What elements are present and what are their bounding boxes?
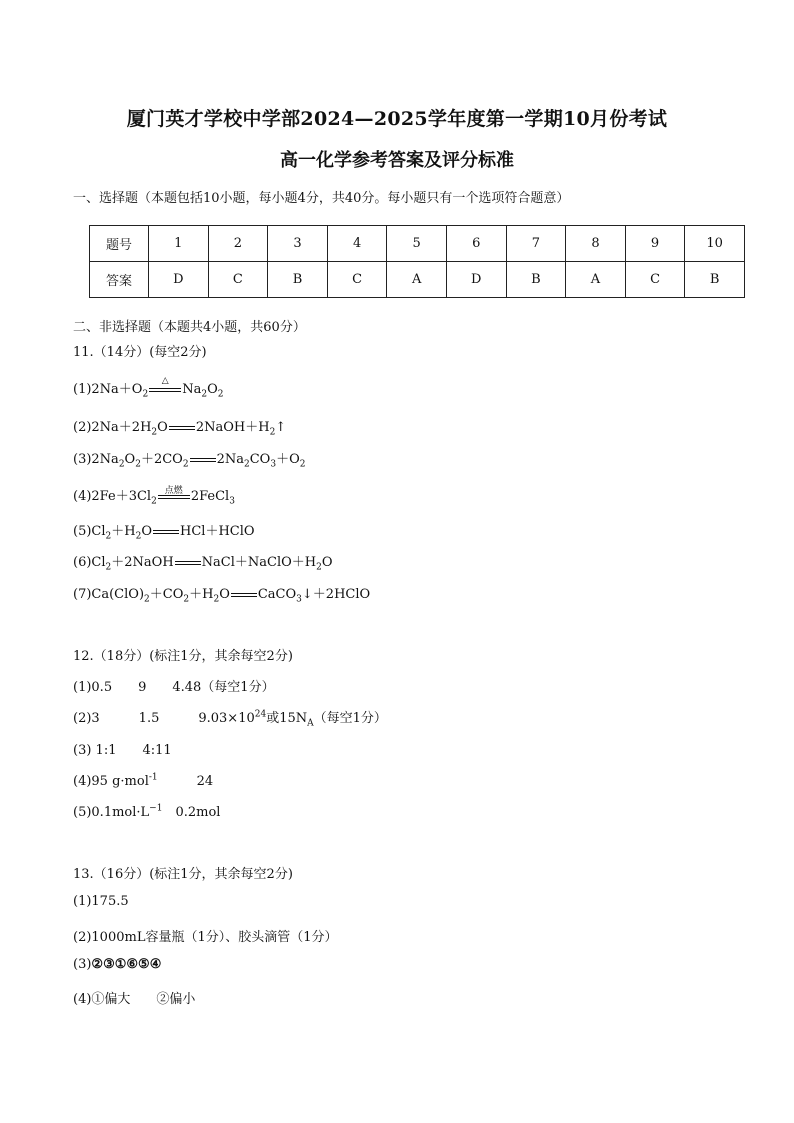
eq-text: Na: [182, 382, 202, 397]
answer-table: [89, 225, 745, 298]
eq-text: O: [141, 524, 153, 539]
table-cell: 题号: [90, 226, 149, 262]
table-cell: A: [566, 262, 626, 298]
eq-text: O: [219, 587, 230, 602]
q11-answer-2: $(2)2Na+2H_2O$ $2NaOH+H_2↑$: [73, 420, 287, 438]
q11-answer-4: $(4)2Fe+3Cl_2$ 点燃 2FeCl$_3$: [73, 485, 235, 504]
section1-heading: 一、选择题（本题包括10小题，每小题4分，共40分。每小题只有一个选项符合题意）: [73, 191, 570, 206]
table-cell: 3: [268, 226, 328, 262]
q11-answer-3: $(3)2Na_2O_2+2CO_2$ $2Na_2CO_3+O_2$: [73, 452, 306, 470]
subscript: A: [307, 718, 314, 729]
table-cell: 1: [149, 226, 209, 262]
eq-text: (6)Cl: [73, 555, 106, 570]
eq-text: (2)2Na＋2H: [73, 420, 152, 435]
page-title: 厦门英才学校中学部2024—2025学年度第一学期10月份考试: [126, 108, 668, 130]
eq-text: O: [157, 420, 168, 435]
table-cell: 5: [387, 226, 447, 262]
table-cell: 8: [566, 226, 626, 262]
eq-text: (5)Cl: [73, 524, 106, 539]
eq-text: (4)2Fe＋3Cl: [73, 489, 152, 504]
q11-answer-1: $(1)2Na+O_2$ △ $Na_2O_2$: [73, 376, 224, 400]
eq-text: NaCl＋NaClO＋H: [201, 555, 317, 570]
table-cell: C: [625, 262, 685, 298]
exponent: -1: [148, 772, 158, 783]
table-cell: 4: [327, 226, 387, 262]
equals-sign: [175, 561, 201, 565]
ignite-condition: 点燃: [164, 486, 183, 496]
eq-text: ＋H: [189, 587, 214, 602]
eq-text: ＋2NaOH: [111, 555, 174, 570]
exponent: −1: [149, 803, 163, 814]
eq-text: ＋2CO: [140, 452, 183, 467]
eq-text: 24: [157, 774, 214, 789]
step-order: ②③①⑥⑤④: [91, 957, 162, 972]
eq-text: 2NaOH＋H: [195, 420, 270, 435]
table-cell: D: [149, 262, 209, 298]
eq-text: (7)Ca(ClO): [73, 587, 145, 602]
eq-text: O: [321, 555, 333, 570]
table-cell: 9: [625, 226, 685, 262]
q12-answer-2: [73, 707, 387, 729]
equals-sign: [149, 376, 181, 392]
q12-title: 12.（18分）(标注1分，其余每空2分): [73, 649, 293, 664]
eq-text: 或15N: [266, 711, 308, 726]
eq-text: ＋CO: [149, 587, 184, 602]
table-row: [90, 262, 745, 298]
equals-sign: [169, 426, 195, 430]
table-row: [90, 226, 745, 262]
exponent: 24: [254, 709, 267, 720]
eq-text: (1)2Na＋O: [73, 382, 143, 397]
equals-sign: [158, 486, 190, 499]
q13-answer-2: (2)1000mL容量瓶（1分）、胶头滴管（1分）: [73, 930, 338, 945]
table-cell: C: [208, 262, 268, 298]
q12-answer-5: [73, 801, 220, 820]
eq-text: 2FeCl: [190, 489, 230, 504]
table-cell: B: [685, 262, 745, 298]
table-cell: C: [327, 262, 387, 298]
table-cell: A: [387, 262, 447, 298]
eq-text: ↓＋2HClO: [301, 587, 371, 602]
eq-text: (3)2Na: [73, 452, 119, 467]
eq-text: 2Na: [216, 452, 244, 467]
eq-text: ＋O: [276, 452, 300, 467]
table-cell: 答案: [90, 262, 149, 298]
equals-sign: [231, 593, 257, 597]
eq-text: (4)95 g·mol: [73, 774, 149, 789]
q11-answer-7: $(7)Ca(ClO)_2+CO_2+H_2O$ CaCO$_3$↓＋2HClO: [73, 587, 371, 605]
q13-answer-1: (1)175.5: [73, 894, 129, 909]
eq-text: CO: [249, 452, 271, 467]
eq-text: CaCO: [257, 587, 297, 602]
eq-text: (5)0.1mol·L: [73, 805, 150, 820]
q12-answer-3: (3) 1:1 4:11: [73, 743, 172, 758]
eq-text: ＋H: [111, 524, 136, 539]
section2-heading: 二、非选择题（本题共4小题，共60分）: [73, 320, 306, 335]
table-cell: 6: [446, 226, 506, 262]
q11-answer-6: $(6)Cl_2+2NaOH$ $NaCl+NaClO+H_2O$: [73, 555, 333, 573]
eq-text: （每空1分）: [313, 711, 387, 726]
eq-text: HCl＋HClO: [180, 524, 255, 539]
eq-text: (3): [73, 957, 92, 972]
table-cell: B: [268, 262, 328, 298]
q12-answer-1: (1)0.5 9 4.48（每空1分）: [73, 680, 275, 695]
table-cell: 7: [506, 226, 566, 262]
table-cell: 10: [685, 226, 745, 262]
q13-answer-4: (4)①偏大 ②偏小: [73, 992, 196, 1007]
table-cell: D: [446, 262, 506, 298]
equals-sign: [153, 530, 179, 534]
eq-text: (2)3 1.5 9.03×10: [73, 711, 255, 726]
q11-answer-5: $(5)Cl_2+H_2O$ HCl＋HClO: [73, 524, 255, 542]
table-cell: 2: [208, 226, 268, 262]
q13-answer-3: [73, 957, 161, 972]
eq-text: 0.2mol: [162, 805, 221, 820]
gas-arrow: ↑: [275, 420, 287, 435]
q13-title: 13.（16分）(标注1分，其余每空2分): [73, 867, 293, 882]
eq-text: O: [124, 452, 136, 467]
heat-condition: △: [161, 376, 169, 386]
equals-sign: [190, 458, 216, 462]
table-cell: B: [506, 262, 566, 298]
q11-title: 11.（14分）(每空2分): [73, 345, 207, 360]
q12-answer-4: [73, 770, 213, 789]
page-subtitle: 高一化学参考答案及评分标准: [280, 150, 514, 171]
